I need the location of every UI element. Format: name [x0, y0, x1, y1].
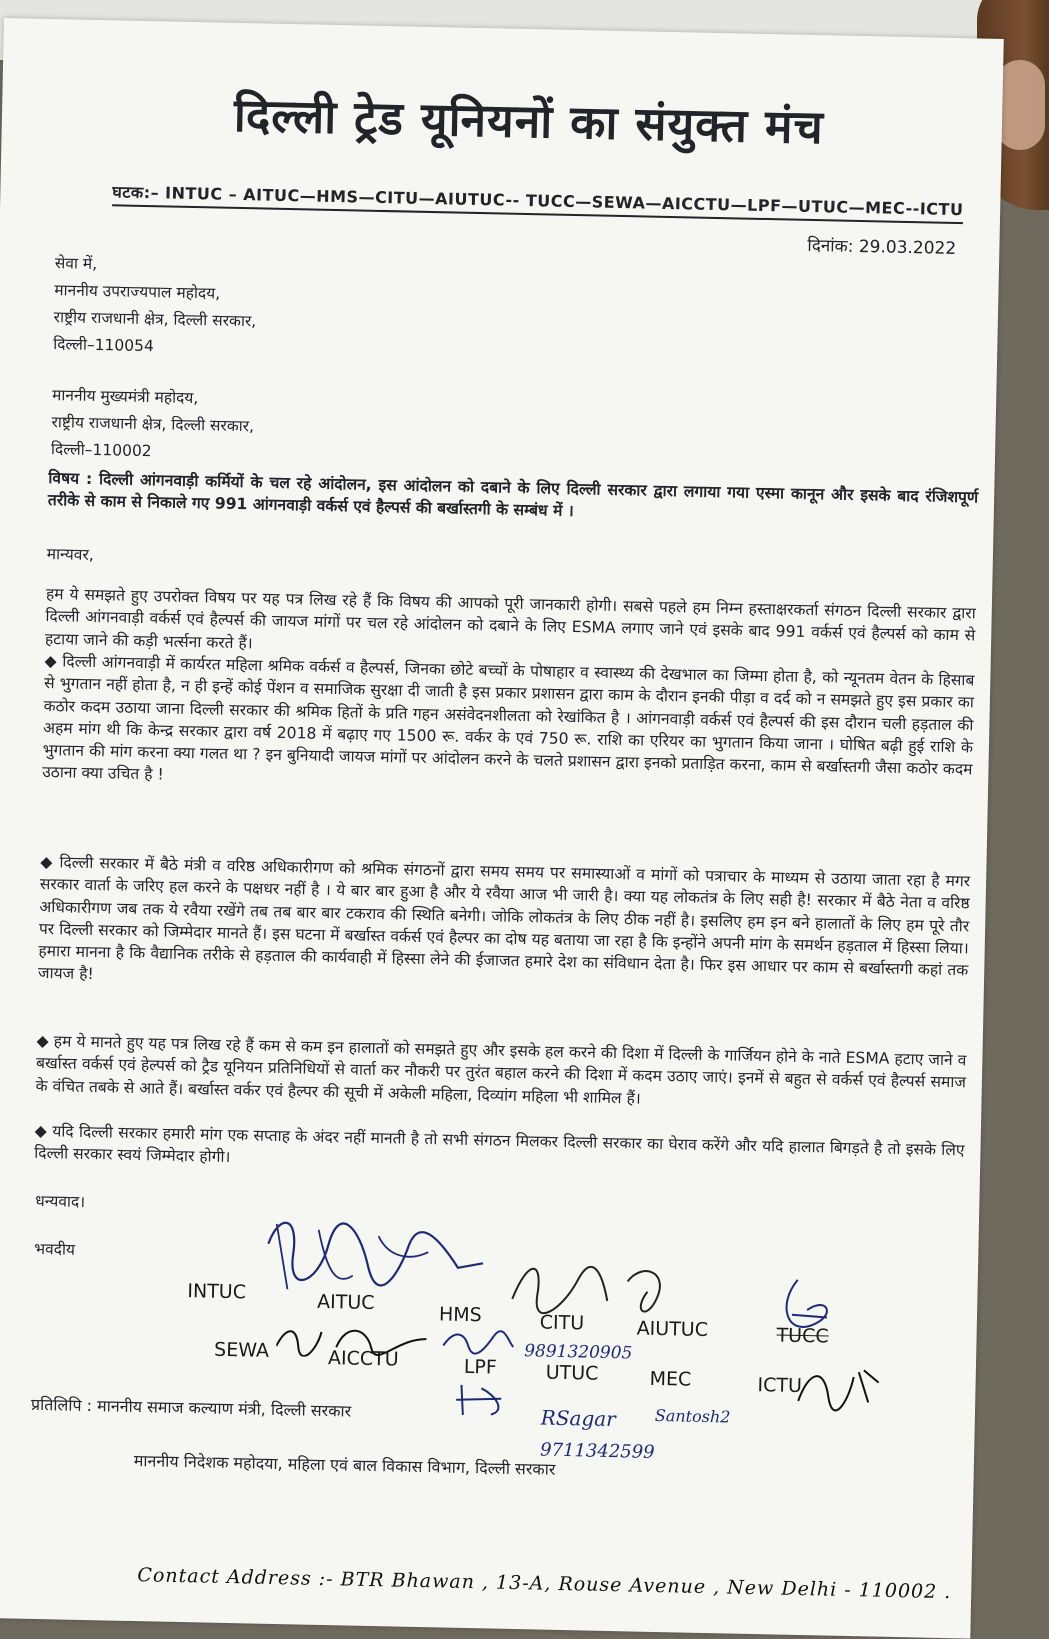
salutation-to: सेवा में,: [54, 254, 98, 274]
body-point-4: ◆ यदि दिल्ली सरकार हमारी मांग एक सप्ताह के अंदर नहीं मानती है तो सभी संगठन मिलकर दिल्ली सरकार का घेराव करेंगे और यदि हालात बिगड़ते है तो इसके लिए दिल्ली सरकार स्वयं जिम्मेदार होगी।: [34, 1121, 965, 1167]
cm-address-line: दिल्ली–110002: [50, 440, 152, 461]
signatory-ictu: ICTU: [757, 1374, 803, 1398]
signatory-utuc: UTUC: [545, 1361, 599, 1385]
signature-scribble-ictu: [793, 1361, 884, 1413]
constituent-unions: घटक:– INTUC – AITUC—HMS—CITU—AIUTUC-- TUCC—SEWA—AICCTU—LPF—UTUC—MEC--ICTU: [112, 180, 964, 224]
lg-address-line: माननीय उपराज्यपाल महोदय,: [54, 281, 221, 303]
closing-yours: भवदीय: [34, 1239, 76, 1259]
body-point-3: ◆ हम ये मानते हुए यह पत्र लिख रहे हैं कम से कम इन हालातों को समझते हुए और इसके हल करने की दिशा में दिल्ली के गार्जियन होने के नाते ESMA हटाए जाने व बर्खास्त वर्कर्स एवं हेल्पर्स को ट्रैड यूनियन प्रतिनिधियों से वार्ता कर नौकरी पर तुरंत बहाल करने की दिशा में कदम उठाए जाएं। इनमें से बहुत से वर्कर्स एवं हैल्पर्स समाज के वंचित तबके से आते हैं। बर्खास्त वर्कर एवं हैल्पर की सूची में अकेली महिला, दिव्यांग महिला भी शामिल हैं।: [35, 1031, 967, 1108]
closing-thanks: धन्यवाद।: [35, 1191, 86, 1211]
signature-scribble-aituc: [257, 1204, 499, 1309]
mec-name-handwritten: Santosh2: [654, 1405, 731, 1427]
letter-date: दिनांक: 29.03.2022: [807, 235, 957, 259]
copy-to-line-2: माननीय निदेशक महोदया, महिला एवं बाल विकास विभाग, दिल्ली सरकार: [133, 1451, 556, 1479]
signature-scribble-hms: [438, 1325, 519, 1357]
signatory-aicctu: AICCTU: [327, 1347, 399, 1371]
signatory-citu: CITU: [539, 1311, 585, 1335]
signatory-mec: MEC: [649, 1367, 692, 1391]
signatory-intuc: INTUC: [187, 1280, 247, 1304]
body-point-2: ◆ दिल्ली सरकार में बैठे मंत्री व वरिष्ठ अधिकारीगण को श्रमिक संगठनों द्वारा समय समय पर समास्याओं व मांगों को पत्राचार के माध्यम से उठाया जाता रहा है मगर सरकार वार्ता के जरिए हल करने के पक्षधर नहीं है । ये बार बार हुआ है और ये रवैया आज भी जारी है। क्या यह लोकतंत्र के लिए सही है! सरकार में बैठे नेता व वरिष्ठ अधिकारीगण जब तक ये रवैया रखेंगे तब तब बार बार टकराव की स्थिति बनेगी। जोकि लोकतंत्र के लिए ठीक नहीं है। इसलिए हम इन बने हालातों के लिए हम पूरे तौर पर दिल्ली सरकार को जिम्मेदार मानते हैं। इस घटना में बर्खास्त वर्कर्स एवं हैल्पर का दोष यह बताया जा रहा है कि इन्होंने अपनी मांग के समर्थन हड़ताल में हिस्सा लिया। हमारा मानना है कि वैद्यानिक तरीके से हड़ताल की कार्यवाही में हिस्सा लेने की ईजाजत हमारे देश का संविधान देता है। फिर इस आधार पर काम से बर्खास्तगी कहां तक जायज है!: [37, 852, 971, 984]
signature-scribble-lpf: [451, 1380, 522, 1421]
utuc-name-handwritten: RSagar: [540, 1405, 617, 1432]
cm-address-line: राष्ट्रीय राजधानी क्षेत्र, दिल्ली सरकार,: [51, 413, 255, 436]
citu-phone-handwritten: 9891320905: [523, 1341, 633, 1364]
copy-to-line-1: प्रतिलिपि : माननीय समाज कल्याण मंत्री, दिल्ली सरकार: [30, 1394, 352, 1421]
lg-address-line: दिल्ली–110054: [52, 335, 155, 356]
greeting: मान्यवर,: [46, 545, 94, 564]
body-intro: हम ये समझते हुए उपरोक्त विषय पर यह पत्र लिख रहे हैं कि विषय की आपको पूरी जानकारी होगी। सबसे पहले हम निम्न हस्ताक्षरकर्ता संगठन दिल्ली सरकार द्वारा दिल्ली आंगनवाड़ी वर्कर्स एवं हैल्पर्स की जायज मांगों पर चल रहे आंदोलन को दबाने के लिए ESMA लगाए जाने एवं इसके बाद 991 वर्कर्स एवं हैल्पर्स को काम से हटाया जाने की कड़ी भर्त्सना करते हैं।: [44, 585, 976, 652]
signature-scribble-sewa-aicctu: [276, 1316, 437, 1359]
letter-page: [0, 18, 1004, 1639]
lg-address-line: राष्ट्रीय राजधानी क्षेत्र, दिल्ली सरकार,: [53, 308, 257, 331]
body-point-1: ◆ दिल्ली आंगनवाड़ी में कार्यरत महिला श्रमिक वर्कर्स व हैल्पर्स, जिनका छोटे बच्चों के पोषाहार व स्वास्थ्य की देखभाल का जिम्मा होता है, को न्यूनतम वेतन के हिसाब से भुगतान नहीं होता है, न ही इन्हें कोई पेंशन व समाजिक सुरक्षा दी जाती है इस प्रकार प्रशासन द्वारा काम के दौरान इनकी पीड़ा व दर्द को न समझते हुए इस प्रकार का कठोर कदम उठाया जाना दिल्ली सरकार की श्रमिक हितों के प्रति गहन असंवेदनशीलता को रेखांकित है । आंगनवाड़ी वर्कर्स एवं हैल्पर्स की इस दौरान चली हड़ताल की अहम मांग थी कि केन्द्र सरकार द्वारा वर्ष 2018 में बढ़ाए गए 1500 रू. वर्कर के एवं 750 रू. राशि का एरियर का भुगतान किया जाना । घोषित बढ़ी हुई राशि के भुगतान की मांग करना क्या गलत था ? इन बुनियादी जायज मांगों पर आंदोलन करने के चलते प्रशासन द्वारा इनको प्रताड़ित करना, काम से बर्खास्तगी जैसा कठोर कदम उठाना क्या उचित है !: [42, 651, 975, 784]
signatory-aituc: AITUC: [316, 1290, 375, 1315]
signatory-aiutuc: AIUTUC: [636, 1317, 709, 1342]
letter-subject: विषय : दिल्ली आंगनवाड़ी कर्मियों के चल रहे आंदोलन, इस आंदोलन को दबाने के लिए दिल्ली सरकार द्वारा लगाया गया एस्मा कानून और इसके बाद रंजिशपूर्ण तरीके से काम से निकाले गए 991 आंगनवाड़ी वर्कर्स एवं हैल्पर्स की बर्खास्तगी के सम्बंध में ।: [47, 469, 979, 521]
contact-address-handwritten: Contact Address :- BTR Bhawan , 13-A, Rouse Avenue , New Delhi - 110002 .: [137, 1564, 952, 1604]
letterhead-title: दिल्ली ट्रेड यूनियनों का संयुक्त मंच: [233, 87, 825, 155]
signatory-sewa: SEWA: [213, 1338, 270, 1362]
signatory-hms: HMS: [438, 1303, 482, 1327]
utuc-phone-handwritten: 9711342599: [539, 1439, 655, 1463]
signature-scribble-tucc: [766, 1274, 847, 1346]
signatory-lpf: LPF: [463, 1355, 498, 1379]
signature-scribble-citu: [507, 1249, 688, 1323]
signatory-tucc: TUCC: [776, 1324, 829, 1348]
cm-address-line: माननीय मुख्यमंत्री महोदय,: [51, 386, 199, 408]
